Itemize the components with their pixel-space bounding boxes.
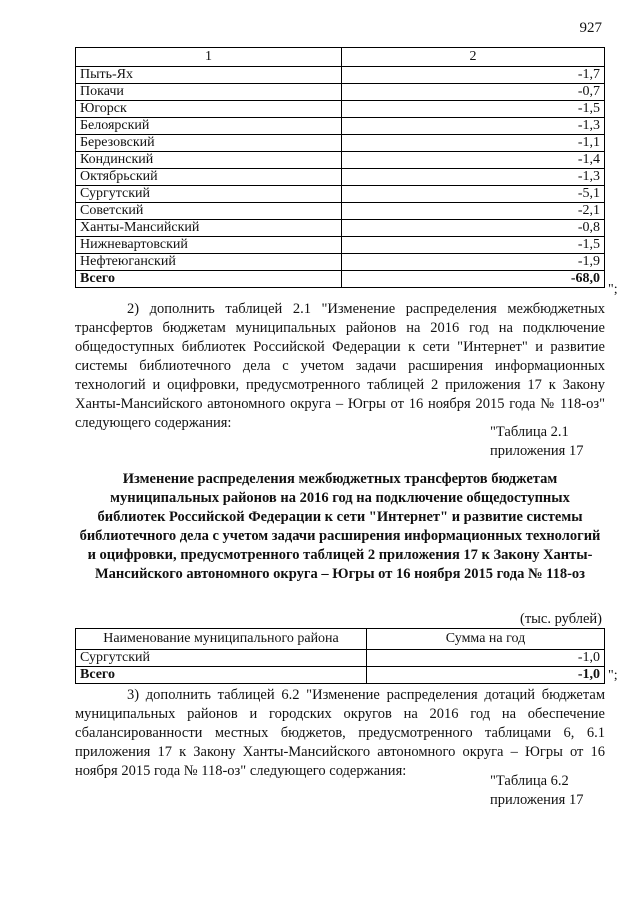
table-header-row bbox=[76, 48, 605, 67]
amount-value: -5,1 bbox=[342, 186, 605, 203]
table-row bbox=[76, 203, 605, 220]
municipality-name: Сургутский bbox=[76, 186, 342, 203]
table-row bbox=[76, 254, 605, 271]
amount-value: -1,1 bbox=[342, 135, 605, 152]
closing-quote: "; bbox=[608, 668, 618, 683]
municipality-name: Белоярский bbox=[76, 118, 342, 135]
amount-value: -1,5 bbox=[342, 101, 605, 118]
table-row bbox=[76, 220, 605, 237]
table-row bbox=[76, 237, 605, 254]
municipality-name: Нефтеюганский bbox=[76, 254, 342, 271]
table-2-1-note bbox=[490, 423, 583, 461]
paragraph-3: 3) дополнить таблицей 6.2 "Изменение распределения дотаций бюджетам муниципальных районов и городских округов на 2016 год на обеспечение сбалансированности местных бюджетов, предусмотренного таблицами 6, 6.1 приложения 17 к Закону Ханты-Мансийского автономного округа – Югры от 16 ноября 2015 года № 118-оз" следующего содержания: bbox=[75, 687, 605, 779]
municipality-name: Нижневартовский bbox=[76, 237, 342, 254]
note-line: приложения 17 bbox=[490, 443, 584, 459]
amount-value: -1,3 bbox=[342, 118, 605, 135]
column-header: 1 bbox=[76, 48, 342, 67]
amount-value: -1,3 bbox=[342, 169, 605, 186]
table-row bbox=[76, 135, 605, 152]
total-label: Всего bbox=[76, 271, 342, 288]
note-line: "Таблица 2.1 bbox=[490, 424, 569, 440]
amount-value: -1,9 bbox=[342, 254, 605, 271]
table-row bbox=[76, 101, 605, 118]
table-header-row bbox=[76, 629, 605, 650]
closing-quote: "; bbox=[608, 282, 618, 297]
municipality-name: Югорск bbox=[76, 101, 342, 118]
note-line: приложения 17 bbox=[490, 792, 584, 808]
amount-value: -1,5 bbox=[342, 237, 605, 254]
amount-value: -0,8 bbox=[342, 220, 605, 237]
amount-value: -2,1 bbox=[342, 203, 605, 220]
total-label: Всего bbox=[76, 667, 367, 684]
municipal-table-2 bbox=[75, 628, 605, 684]
total-row bbox=[76, 271, 605, 288]
municipality-name: Кондинский bbox=[76, 152, 342, 169]
municipality-name: Сургутский bbox=[76, 650, 367, 667]
municipality-name: Березовский bbox=[76, 135, 342, 152]
table-2-1-title: Изменение распределения межбюджетных трансфертов бюджетам муниципальных районов на 2016 год на подключение общедоступных библиотек Российской Федерации к сети "Интернет" и развитие системы библиотечного дела с учетом задачи расширения информационных технологий и оцифровки, предусмотренного таблицей 2 приложения 17 к Закону Ханты-Мансийского автономного округа – Югры от 16 ноября 2015 года № 118-оз bbox=[79, 471, 601, 582]
table-6-2-note bbox=[490, 772, 583, 810]
amount-value: -0,7 bbox=[342, 84, 605, 101]
municipal-table-1 bbox=[75, 47, 605, 288]
total-row bbox=[76, 667, 605, 684]
amount-value: -1,0 bbox=[367, 650, 605, 667]
note-line: "Таблица 6.2 bbox=[490, 773, 569, 789]
paragraph-2: 2) дополнить таблицей 2.1 "Изменение распределения межбюджетных трансфертов бюджетам муниципальных районов на 2016 год на подключение общедоступных библиотек Российской Федерации к сети "Интернет" и развитие системы библиотечного дела с учетом задачи расширения информационных технологий и оцифровки, предусмотренного таблицей 2 приложения 17 к Закону Ханты-Мансийского автономного округа – Югры от 16 ноября 2015 года № 118-оз" следующего содержания: bbox=[75, 301, 605, 431]
column-header: 2 bbox=[342, 48, 605, 67]
table-row bbox=[76, 118, 605, 135]
table-row bbox=[76, 186, 605, 203]
page-number: 927 bbox=[579, 20, 602, 36]
table-row bbox=[76, 84, 605, 101]
municipality-name: Октябрьский bbox=[76, 169, 342, 186]
column-header: Наименование муниципального района bbox=[76, 629, 367, 650]
table-row bbox=[76, 169, 605, 186]
table-row bbox=[76, 152, 605, 169]
table-row bbox=[76, 67, 605, 84]
unit-label: (тыс. рублей) bbox=[520, 611, 602, 627]
total-value: -68,0 bbox=[342, 271, 605, 288]
municipality-name: Пыть-Ях bbox=[76, 67, 342, 84]
municipality-name: Советский bbox=[76, 203, 342, 220]
amount-value: -1,7 bbox=[342, 67, 605, 84]
column-header: Сумма на год bbox=[367, 629, 605, 650]
municipality-name: Покачи bbox=[76, 84, 342, 101]
table-row bbox=[76, 650, 605, 667]
amount-value: -1,4 bbox=[342, 152, 605, 169]
municipality-name: Ханты-Мансийский bbox=[76, 220, 342, 237]
total-value: -1,0 bbox=[367, 667, 605, 684]
